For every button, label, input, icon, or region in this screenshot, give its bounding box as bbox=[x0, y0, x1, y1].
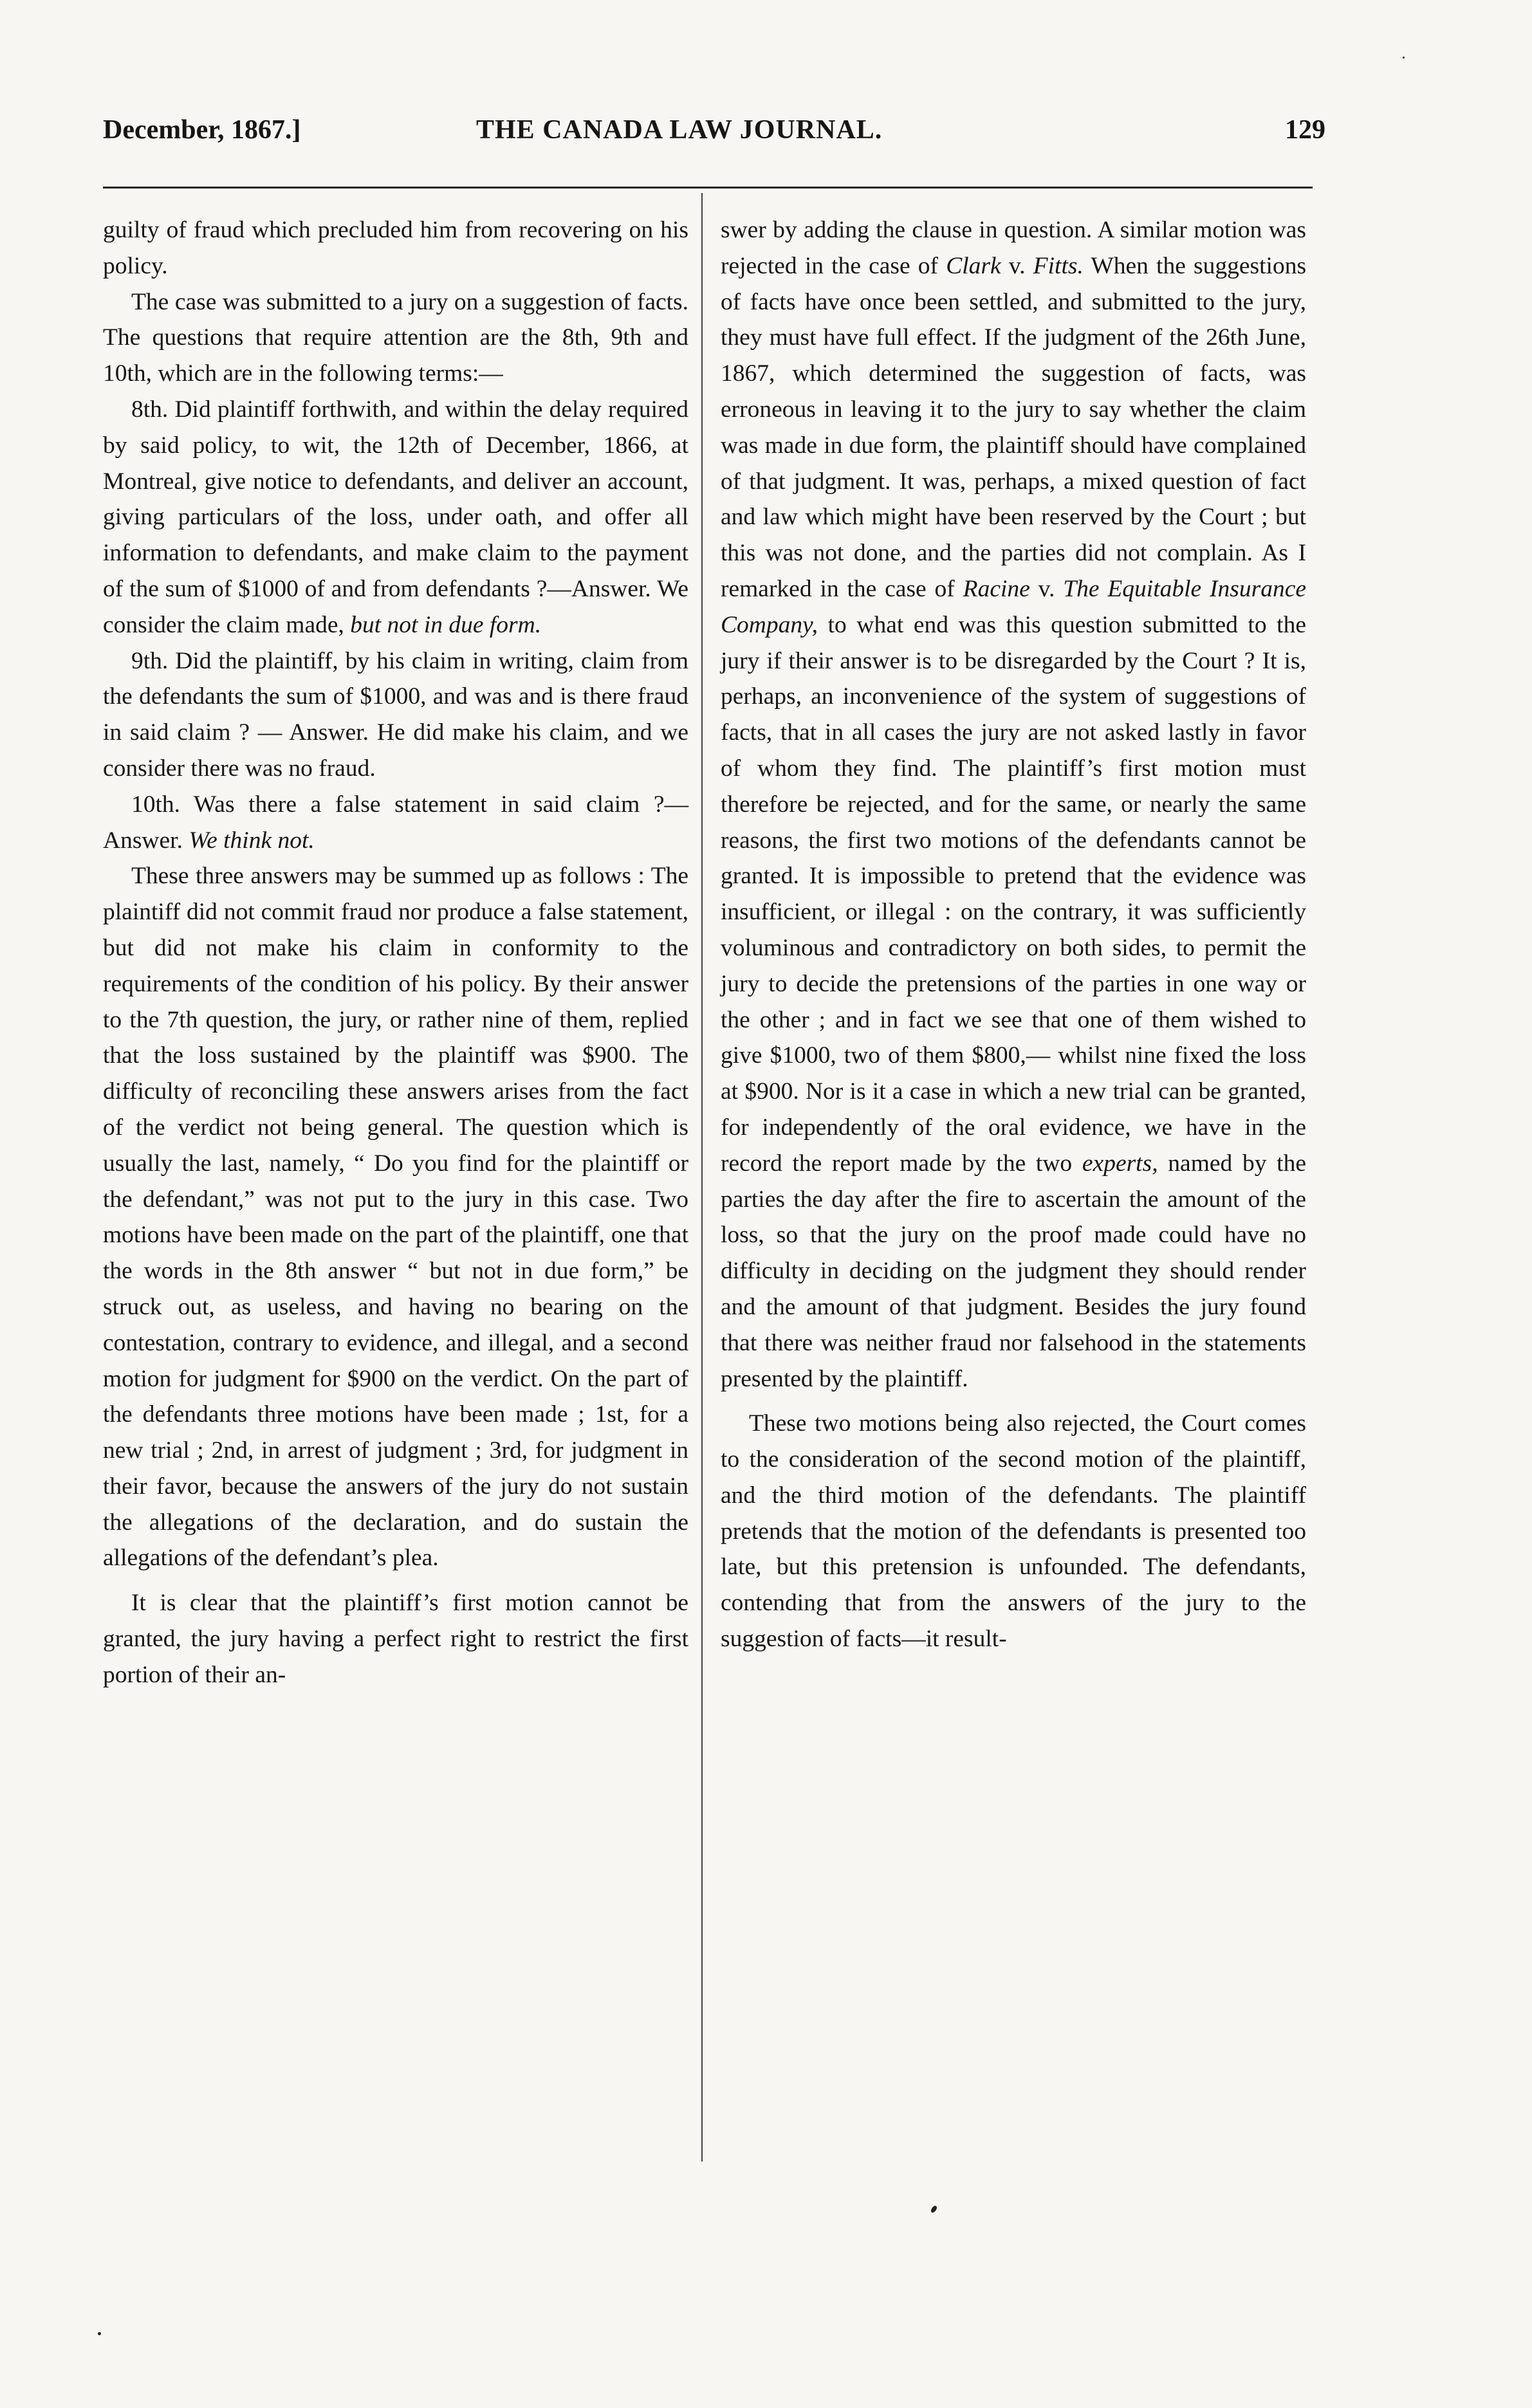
header-rule bbox=[103, 187, 1313, 188]
paragraph: The case was submitted to a jury on a suggestion of facts. The questions that require attention are the 8th, 9th and 10th, which are in the following terms:— bbox=[103, 288, 688, 387]
text-run: named by the parties the day after the fire to ascertain the amount of the loss, so that the jury on the proof made could have no difficulty in deciding on the judgment they should render and the amount of that judgment. Besides the jury found that there was neither fraud nor falsehood in the statements presented by the plaintiff. bbox=[721, 1150, 1306, 1392]
italic-term: experts, bbox=[1082, 1150, 1158, 1177]
column-divider bbox=[701, 193, 703, 2162]
text-run: v. bbox=[1038, 575, 1055, 602]
ink-speck bbox=[930, 2205, 938, 2214]
paragraph: These two motions being also rejected, the Court comes to the consideration of the second motion of the plaintiff, and the third motion of the defendants. The plaintiff pretends that the motion of the defendants is presented too late, but this pretension is unfounded. The defendants, contending that from the answers of the jury to the suggestion of facts—it result- bbox=[721, 1410, 1306, 1653]
running-header bbox=[103, 115, 1325, 160]
paragraph: guilty of fraud which precluded him from recovering on his policy. bbox=[103, 217, 688, 279]
paragraph: 9th. Did the plaintiff, by his claim in writing, claim from the defendants the sum of $1000, and was and is there fraud in said claim ? — Answer. He did make his claim, and we consider there was no fraud. bbox=[103, 647, 688, 782]
paragraph: It is clear that the plaintiff’s first motion cannot be granted, the jury having a perfect right to restrict the first portion of their an- bbox=[103, 1590, 688, 1688]
left-column bbox=[103, 212, 688, 1693]
question-10-text: 10th. Was there a false statement in said claim ?—Answer. bbox=[103, 791, 688, 854]
paragraph bbox=[721, 212, 1306, 1397]
issue-date: December, 1867.] bbox=[103, 115, 301, 145]
right-column bbox=[721, 212, 1306, 1657]
ink-speck bbox=[98, 2332, 101, 2335]
case-name: Clark bbox=[946, 252, 1001, 279]
italic-answer: but not in due form. bbox=[350, 611, 542, 638]
paragraph bbox=[103, 787, 688, 859]
italic-answer: We think not. bbox=[189, 827, 315, 854]
text-run: swer by adding the clause in question. A similar motion was rejected in the case of bbox=[721, 217, 1306, 279]
text-run: When the suggestions of facts have once been settled, and submitted to the jury, they must have full effect. If the judgment of the 26th June, 1867, which determined the suggestion of facts, was erroneous in leaving it to the jury to say whether the claim was made in due form, the plaintiff should have complained of that judgment. It was, perhaps, a mixed question of fact and law which might have been reserved by the Court ; but this was not done, and the parties did not complain. As I remarked in the case of bbox=[721, 252, 1307, 602]
text-run: v. bbox=[1008, 252, 1026, 279]
paragraph bbox=[103, 392, 688, 643]
case-name: Fitts. bbox=[1033, 252, 1084, 279]
case-name: Racine bbox=[963, 575, 1030, 602]
page-number: 129 bbox=[1285, 115, 1325, 145]
ink-speck bbox=[1403, 57, 1405, 59]
question-8-text: 8th. Did plaintiff forthwith, and within the delay required by said policy, to wit, the 12th of December, 1866, at Montreal, give notice to defendants, and deliver an account, giving particulars of the loss, under oath, and offer all information to defendants, and make claim to the payment of the sum of $1000 of and from defendants ?—Answer. We consider the claim made, bbox=[103, 396, 688, 638]
text-run: to what end was this question submitted to the jury if their answer is to be disregarded by the Court ? It is, perhaps, an inconvenience of the system of suggestions of facts, that in all cases the jury are not asked lastly in favor of whom they find. The plaintiff’s first motion must therefore be rejected, and for the same, or nearly the same reasons, the first two motions of the defendants cannot be granted. It is impossible to pretend that the evidence was insufficient, or illegal : on the contrary, it was sufficiently voluminous and contradictory on both sides, to permit the jury to decide the pretensions of the parties in one way or the other ; and in fact we see that one of them wished to give $1000, two of them $800,— whilst nine fixed the loss at $900. Nor is it a case in which a new trial can be granted, for independently of the oral evidence, we have in the record the report made by the two bbox=[721, 611, 1306, 1177]
paragraph: These three answers may be summed up as follows : The plaintiff did not commit fraud nor produce a false statement, but did not make his claim in conformity to the requirements of the condition of his policy. By their answer to the 7th question, the jury, or rather nine of them, replied that the loss sustained by the plaintiff was $900. The difficulty of reconciling these answers arises from the fact of the verdict not being general. The question which is usually the last, namely, “ Do you find for the plaintiff or the defendant,” was not put to the jury in this case. Two motions have been made on the part of the plaintiff, one that the words in the 8th answer “ but not in due form,” be struck out, as useless, and having no bearing on the contestation, contrary to evidence, and illegal, and a second motion for judgment for $900 on the verdict. On the part of the defendants three motions have been made ; 1st, for a new trial ; 2nd, in arrest of judgment ; 3rd, for judgment in their favor, because the answers of the jury do not sustain the allegations of the declaration, and do sustain the allegations of the defendant’s plea. bbox=[103, 863, 688, 1572]
journal-title: THE CANADA LAW JOURNAL. bbox=[476, 115, 883, 145]
case-name: The Equitable Insurance Company, bbox=[721, 575, 1307, 638]
